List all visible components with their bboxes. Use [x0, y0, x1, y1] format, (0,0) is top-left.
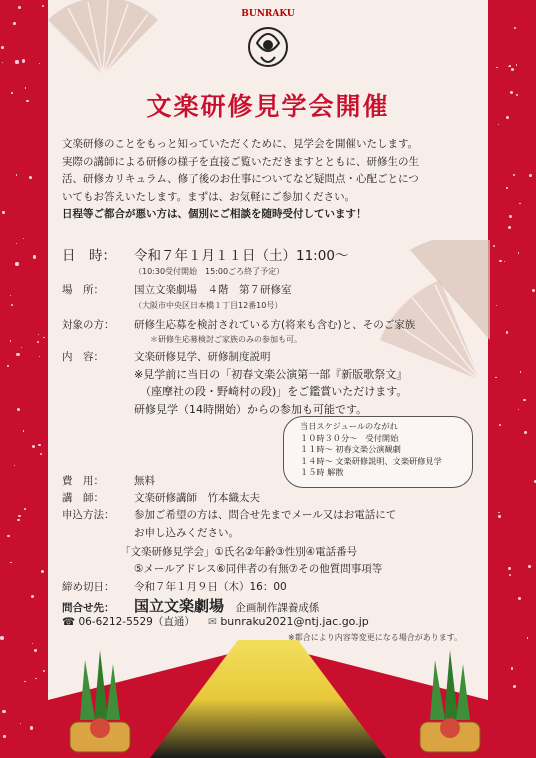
- intro-line: 実際の講師による研修の様子を直接ご覧いただきますとともに、研修生の生: [62, 155, 419, 168]
- intro-line: 活、研修カリキュラム、修了後のお仕事についてなど疑問点・心配ごとにつ: [62, 173, 419, 186]
- date-row: [62, 244, 348, 264]
- apply-line: お申し込みください。: [134, 527, 239, 539]
- snow-dot: [16, 243, 17, 244]
- snow-dot: [519, 203, 521, 205]
- teacher-row: [62, 490, 260, 505]
- snow-dot: [34, 649, 37, 652]
- snow-dot: [499, 260, 501, 262]
- snow-dot: [24, 681, 25, 682]
- snow-dot: [30, 726, 33, 729]
- logo-text: BUNRAKU: [241, 9, 295, 19]
- snow-dot: [40, 453, 42, 455]
- snow-dot: [498, 512, 499, 513]
- snow-dot: [532, 289, 535, 292]
- snow-dot: [17, 519, 20, 522]
- content-line: （座摩社の段・野崎村の段)」をご鑑賞いただけます。: [140, 385, 408, 398]
- content-line: ※見学前に当日の「初春文楽公演第一部『新版歌祭文』: [134, 368, 408, 381]
- snow-dot: [518, 409, 519, 410]
- fee-label: 費 用：: [62, 475, 104, 487]
- snow-dot: [32, 643, 33, 644]
- snow-dot: [511, 667, 514, 670]
- contact-phone-row: [62, 614, 369, 629]
- snow-dot: [33, 255, 36, 258]
- target-label: 対象の方：: [62, 319, 115, 331]
- snow-dot: [38, 444, 40, 446]
- stage-spotlight: [150, 640, 386, 758]
- snow-dot: [10, 295, 11, 296]
- contact-email[interactable]: bunraku2021@ntj.jac.go.jp: [220, 615, 369, 628]
- content-label: 内 容：: [62, 351, 104, 363]
- snow-dot: [39, 356, 41, 358]
- snow-dot: [2, 62, 3, 63]
- snow-dot: [2, 710, 5, 713]
- snow-dot: [513, 685, 516, 688]
- snow-dot: [506, 187, 508, 189]
- snow-dot: [499, 424, 501, 426]
- snow-dot: [21, 347, 22, 348]
- snow-dot: [38, 334, 39, 335]
- date-note: （10:30受付開始 15:00ごろ終了予定）: [134, 267, 285, 276]
- snow-dot: [528, 565, 531, 568]
- snow-dot: [24, 508, 26, 510]
- target-value: 研修生応募を検討されている方(将来も含む)と、そのご家族: [134, 319, 416, 331]
- contact-org: 国立文楽劇場: [134, 597, 225, 615]
- snow-dot: [16, 174, 18, 176]
- snow-dot: [496, 305, 497, 306]
- snow-dot: [18, 6, 21, 9]
- snow-dot: [3, 735, 5, 737]
- snow-dot: [511, 68, 514, 71]
- snow-dot: [518, 597, 521, 600]
- snow-dot: [14, 465, 15, 466]
- snow-dot: [43, 337, 45, 339]
- teacher-label: 講 師：: [62, 492, 104, 504]
- schedule-item: １１時～ 初春文楽公演観劇: [300, 444, 401, 455]
- snow-dot: [23, 238, 24, 239]
- snow-dot: [1, 46, 4, 49]
- snow-dot: [7, 365, 9, 367]
- apply-line: 参加ご希望の方は、問合せ先までメール又はお電話にて: [134, 509, 397, 521]
- phone-icon: ☎: [62, 616, 76, 628]
- deadline-value: 令和７年１月９日（木）16：00: [134, 581, 287, 593]
- snow-dot: [35, 678, 37, 680]
- snow-dot: [42, 5, 44, 7]
- snow-dot: [493, 245, 495, 247]
- snow-dot: [520, 371, 521, 372]
- snow-dot: [496, 67, 498, 69]
- snow-dot: [18, 515, 21, 518]
- snow-dot: [0, 636, 3, 639]
- snow-dot: [22, 59, 25, 62]
- deadline-label: 締め切日：: [62, 581, 115, 593]
- snow-dot: [11, 304, 13, 306]
- snow-dot: [506, 331, 508, 333]
- place-label: 場 所：: [62, 284, 104, 296]
- snow-dot: [498, 124, 499, 125]
- apply-label: 申込方法：: [62, 509, 115, 521]
- snow-dot: [17, 408, 20, 411]
- snow-dot: [7, 535, 10, 538]
- place-note: （大阪市中央区日本橋１丁目12番10号）: [134, 301, 283, 310]
- contact-label: 問合せ先：: [62, 602, 115, 614]
- page-title: 文楽研修見学会開催: [146, 92, 390, 121]
- snow-dot: [518, 252, 520, 254]
- snow-dot: [527, 637, 528, 638]
- snow-dot: [39, 63, 40, 64]
- snow-dot: [508, 567, 511, 570]
- snow-dot: [529, 174, 532, 177]
- snow-dot: [524, 431, 527, 434]
- place-row: [62, 282, 292, 297]
- apply-row: [62, 507, 396, 522]
- snow-dot: [31, 595, 34, 598]
- date-value: 令和７年１月１１日（土）11:00～: [134, 248, 349, 264]
- schedule-item: １０時３０分～ 受付開始: [300, 432, 399, 443]
- snow-dot: [508, 226, 511, 229]
- snow-dot: [23, 430, 25, 432]
- schedule-box: [283, 416, 473, 488]
- date-label: 日 時：: [62, 248, 116, 264]
- content-line: 研修見学（14時開始）からの参加も可能です。: [134, 403, 368, 416]
- intro-line: いてもお答えいたします。まずは、お気軽にご参加ください。: [62, 190, 356, 203]
- snow-dot: [495, 377, 497, 379]
- mail-icon: ✉: [208, 616, 217, 628]
- kadomatsu-icon: [400, 650, 500, 758]
- snow-dot: [513, 174, 516, 177]
- snow-dot: [10, 340, 11, 341]
- schedule-item: １４時～ 文楽研修説明、文楽研修見学: [300, 455, 442, 466]
- target-row: [62, 317, 415, 332]
- fan-icon: [48, 0, 158, 75]
- snow-dot: [516, 64, 517, 65]
- kadomatsu-icon: [50, 650, 150, 758]
- snow-dot: [37, 341, 39, 343]
- schedule-title: 当日スケジュールのながれ: [300, 421, 398, 431]
- fee-row: [62, 473, 155, 488]
- snow-dot: [2, 211, 4, 213]
- target-note: ＊研修生応募検討ご家族のみの参加も可。: [150, 335, 302, 344]
- snow-dot: [13, 22, 16, 25]
- teacher-value: 文楽研修講師 竹本織太夫: [134, 492, 260, 504]
- snow-dot: [509, 574, 512, 577]
- content-value: 文楽研修見学、研修制度説明: [134, 351, 271, 363]
- intro-text: [62, 136, 474, 224]
- bunraku-logo-icon: [241, 5, 295, 83]
- snow-dot: [43, 670, 45, 672]
- snow-dot: [10, 562, 11, 563]
- content-row: [62, 349, 271, 364]
- apply-line: 「文楽研修見学会」①氏名②年齢③性別④電話番号: [120, 546, 358, 558]
- snow-dot: [16, 353, 19, 356]
- snow-dot: [509, 215, 512, 218]
- snow-dot: [32, 445, 35, 448]
- contact-row: [62, 595, 319, 616]
- contact-dept: 企画制作課養成係: [235, 602, 320, 614]
- snow-dot: [498, 515, 501, 518]
- snow-dot: [15, 262, 18, 265]
- apply-line: ⑤メールアドレス⑥同伴者の有無⑦その他質問事項等: [134, 563, 383, 575]
- snow-dot: [29, 176, 32, 179]
- deadline-row: [62, 579, 287, 594]
- snow-dot: [523, 399, 525, 401]
- snow-dot: [20, 723, 21, 724]
- intro-line: 日程等ご都合が悪い方は、個別にご相談を随時受付しています！: [62, 208, 367, 221]
- intro-line: 文楽研修のことをもっと知っていただくために、見学会を開催いたします。: [62, 138, 419, 150]
- fee-value: 無料: [134, 475, 155, 487]
- snow-dot: [514, 27, 516, 29]
- contact-note: ※都合により内容等変更になる場合があります。: [288, 633, 463, 642]
- snow-dot: [41, 570, 44, 573]
- snow-dot: [15, 60, 18, 63]
- contact-phone[interactable]: 06-6212-5529（直通）: [78, 616, 195, 628]
- snow-dot: [509, 65, 511, 67]
- schedule-item: １５時 解散: [300, 467, 344, 478]
- snow-dot: [504, 261, 506, 263]
- place-value: 国立文楽劇場 ４階 第７研修室: [134, 284, 292, 296]
